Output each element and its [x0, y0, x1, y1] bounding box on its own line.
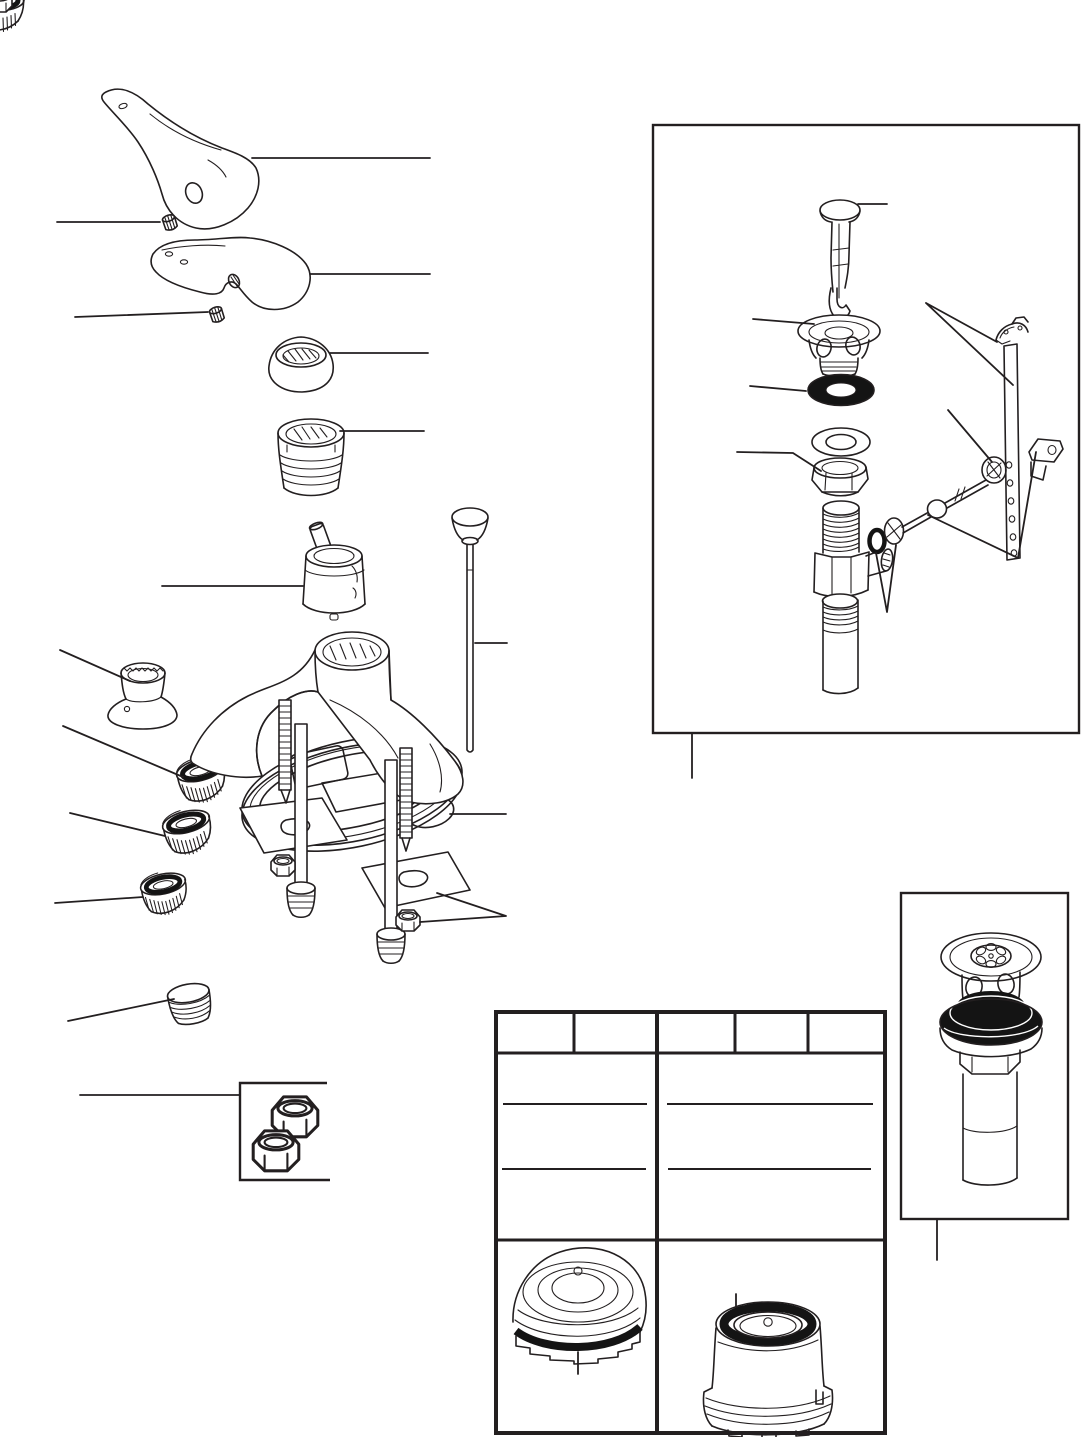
handle-set-screw-b-icon	[209, 305, 225, 323]
callout-line-rubber-gasket	[750, 386, 806, 391]
callout-line-aerator-1	[63, 726, 183, 777]
mounting-nut-left-icon	[271, 855, 295, 876]
aerator-variant-3-icon	[138, 868, 191, 919]
tailpiece-icon	[823, 594, 859, 694]
supply-nuts-box	[240, 1083, 330, 1180]
parts-table-border	[496, 1012, 885, 1433]
valve-cartridge-icon	[303, 521, 365, 620]
supply-coupling-nut-2-icon	[253, 1131, 299, 1171]
rubber-gasket-icon	[808, 375, 874, 406]
pop-up-lift-rod-icon	[452, 508, 488, 752]
callout-line-pivot-nut	[948, 410, 992, 462]
callout-line-aerator-3	[55, 897, 143, 903]
callout-line-strap-clip	[926, 303, 1013, 385]
mounting-plate-right-icon	[362, 852, 470, 908]
callout-line-aerator-2	[70, 813, 165, 836]
mounting-nut-right-icon	[396, 910, 420, 931]
handle-adapter-icon	[108, 663, 177, 729]
drain-assembly-box	[653, 125, 1079, 733]
pivot-o-ring-icon	[870, 530, 885, 552]
parts-table-right-blank-lines	[667, 1104, 873, 1169]
lever-handle-style-a-icon	[102, 89, 259, 229]
aerator-housing-cylindrical-icon	[703, 1294, 832, 1437]
spring-clip-icon	[996, 317, 1028, 344]
handle-set-screw-a-icon	[162, 213, 178, 231]
parts-table	[496, 1012, 885, 1437]
callout-line-handle-adapter	[60, 650, 130, 681]
aerator-housing-dome-icon	[513, 1248, 646, 1374]
callout-line-washer-locknut	[737, 452, 821, 471]
flat-washer-icon	[812, 428, 870, 456]
grid-strainer-drain-icon	[940, 933, 1042, 1185]
parts-table-header-splits	[574, 1012, 808, 1053]
grid-strainer-box	[901, 893, 1068, 1219]
lever-handle-style-b-icon	[151, 237, 310, 309]
pivot-nut-icon	[982, 457, 1006, 483]
handle-trim-cap-icon	[269, 337, 333, 392]
threaded-adapter-fitting-icon	[166, 981, 214, 1028]
parts-table-left-blank-lines	[502, 1104, 647, 1169]
aerator-variant-2-icon	[160, 804, 217, 859]
pivot-ball-rod-icon	[870, 457, 1007, 552]
pop-up-stopper-icon	[820, 200, 860, 318]
callout-line-adapter-fitting	[68, 999, 174, 1021]
lift-strap-icon	[1004, 344, 1020, 560]
bonnet-nut-icon	[278, 419, 344, 496]
faucet-body-spout-icon	[191, 632, 463, 804]
callout-line-set-screw-b	[75, 312, 208, 317]
drain-locknut-icon	[812, 458, 868, 496]
